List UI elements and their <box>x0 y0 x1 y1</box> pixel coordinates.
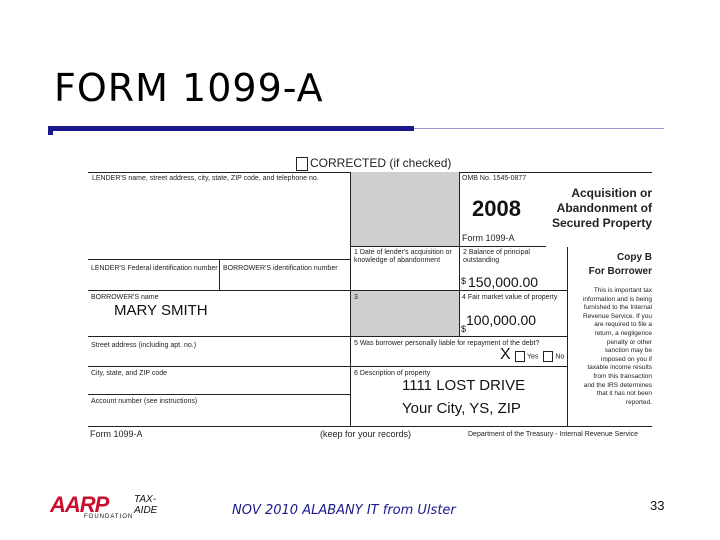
aarp-logo-text: AARP <box>50 492 109 517</box>
city-label: City, state, and ZIP code <box>91 370 168 377</box>
corrected-label <box>296 156 451 171</box>
balance-dollar-sign: $ <box>461 276 467 286</box>
title-underline-thin <box>414 128 664 129</box>
street-box <box>88 337 351 367</box>
box-5 <box>351 337 568 367</box>
no-label: No <box>555 353 565 361</box>
corrected-checkbox[interactable] <box>296 157 308 171</box>
aarp-logo <box>50 492 158 520</box>
lender-box-label: LENDER'S name, street address, city, state, ZIP code, and telephone no. <box>92 175 319 182</box>
property-line-1[interactable]: 1111 LOST DRIVE <box>402 377 526 394</box>
city-box <box>88 367 351 395</box>
borrower-id-label: BORROWER'S identification number <box>223 265 338 272</box>
notice-line: furnished to the Internal <box>583 304 652 312</box>
box-1 <box>351 247 460 291</box>
form-heading <box>544 186 652 231</box>
aarp-tax-aide: TAX-AIDE <box>134 494 158 516</box>
bottom-form-name: Form 1099-A <box>90 429 143 439</box>
box-1-label-2: knowledge of abandonment <box>354 257 441 264</box>
liable-yes-checkbox[interactable] <box>515 351 525 362</box>
street-label: Street address (including apt. no.) <box>91 342 197 349</box>
slide-footer: NOV 2010 ALABANY IT from Ulster <box>232 503 456 518</box>
notice-line: from this transaction <box>593 372 652 380</box>
heading-line-2: Abandonment of <box>556 201 652 215</box>
bottom-keep-note: (keep for your records) <box>320 429 412 439</box>
slide-title: FORM 1099-A <box>54 66 324 110</box>
notice-line: taxable income results <box>587 364 652 372</box>
copy-for-borrower: For Borrower <box>588 266 652 277</box>
box-1-label-1: 1 Date of lender's acquisition or <box>354 249 452 256</box>
balance-value[interactable]: 150,000.00 <box>468 274 539 290</box>
notice-line: information and is being <box>582 295 652 303</box>
lender-id-label: LENDER'S Federal identification number <box>91 265 218 272</box>
notice-line: imposed on you if <box>601 355 652 363</box>
notice-line: This is important tax <box>593 287 652 294</box>
shaded-box <box>351 172 460 247</box>
copy-label <box>570 251 652 279</box>
aarp-foundation: FOUNDATION <box>84 514 134 520</box>
notice-line: return, a negligence <box>594 329 652 337</box>
omb-number: OMB No. 1545-0877 <box>462 175 527 182</box>
notice-line: reported. <box>625 398 652 406</box>
borrower-name-label: BORROWER'S name <box>91 294 159 301</box>
tax-year: 2008 <box>472 196 521 221</box>
box-4-label: 4 Fair market value of property <box>462 294 558 301</box>
title-underline <box>48 126 414 131</box>
notice-line: sanction may be <box>604 347 652 355</box>
lender-id-box <box>88 260 220 291</box>
fmv-dollar-sign: $ <box>461 324 467 334</box>
liable-yes-mark: X <box>500 346 511 363</box>
box-5-options <box>515 351 564 362</box>
notice-line: are required to file a <box>594 321 652 329</box>
copy-b: Copy B <box>617 252 652 263</box>
bottom-department: Department of the Treasury - Internal Revenue Service <box>468 431 639 438</box>
notice-text <box>570 287 652 407</box>
notice-line: and the IRS determines <box>583 381 652 389</box>
box-2-label-2: outstanding <box>463 257 500 264</box>
omb-box <box>460 172 546 247</box>
yes-label: Yes <box>527 353 539 361</box>
liable-no-checkbox[interactable] <box>543 351 553 362</box>
account-label: Account number (see instructions) <box>91 398 198 405</box>
notice-line: penalty or other <box>606 338 652 346</box>
notice-line: Revenue Service. If you <box>582 312 652 320</box>
borrower-id-box <box>220 260 351 291</box>
box-3 <box>351 291 460 337</box>
heading-line-3: Secured Property <box>551 216 652 230</box>
box-5-label: 5 Was borrower personally liable for repayment of the debt? <box>354 340 540 347</box>
notice-line: that it has not been <box>596 390 652 398</box>
box-6 <box>351 367 568 427</box>
title-underline-dot <box>48 126 53 135</box>
box-6-label: 6 Description of property <box>354 370 431 377</box>
corrected-text: CORRECTED (if checked) <box>310 156 452 170</box>
lender-box <box>88 172 351 260</box>
fmv-value[interactable]: 100,000.00 <box>466 312 537 328</box>
account-box <box>88 395 351 427</box>
form-1099a <box>88 150 658 445</box>
form-name: Form 1099-A <box>462 233 515 243</box>
box-3-label: 3 <box>354 294 358 301</box>
property-line-2[interactable]: Your City, YS, ZIP <box>402 400 521 417</box>
page-number: 33 <box>650 498 665 513</box>
box-2-label-1: 2 Balance of principal <box>463 249 530 256</box>
heading-line-1: Acquisition or <box>571 186 652 200</box>
borrower-name-value[interactable]: MARY SMITH <box>114 302 208 319</box>
